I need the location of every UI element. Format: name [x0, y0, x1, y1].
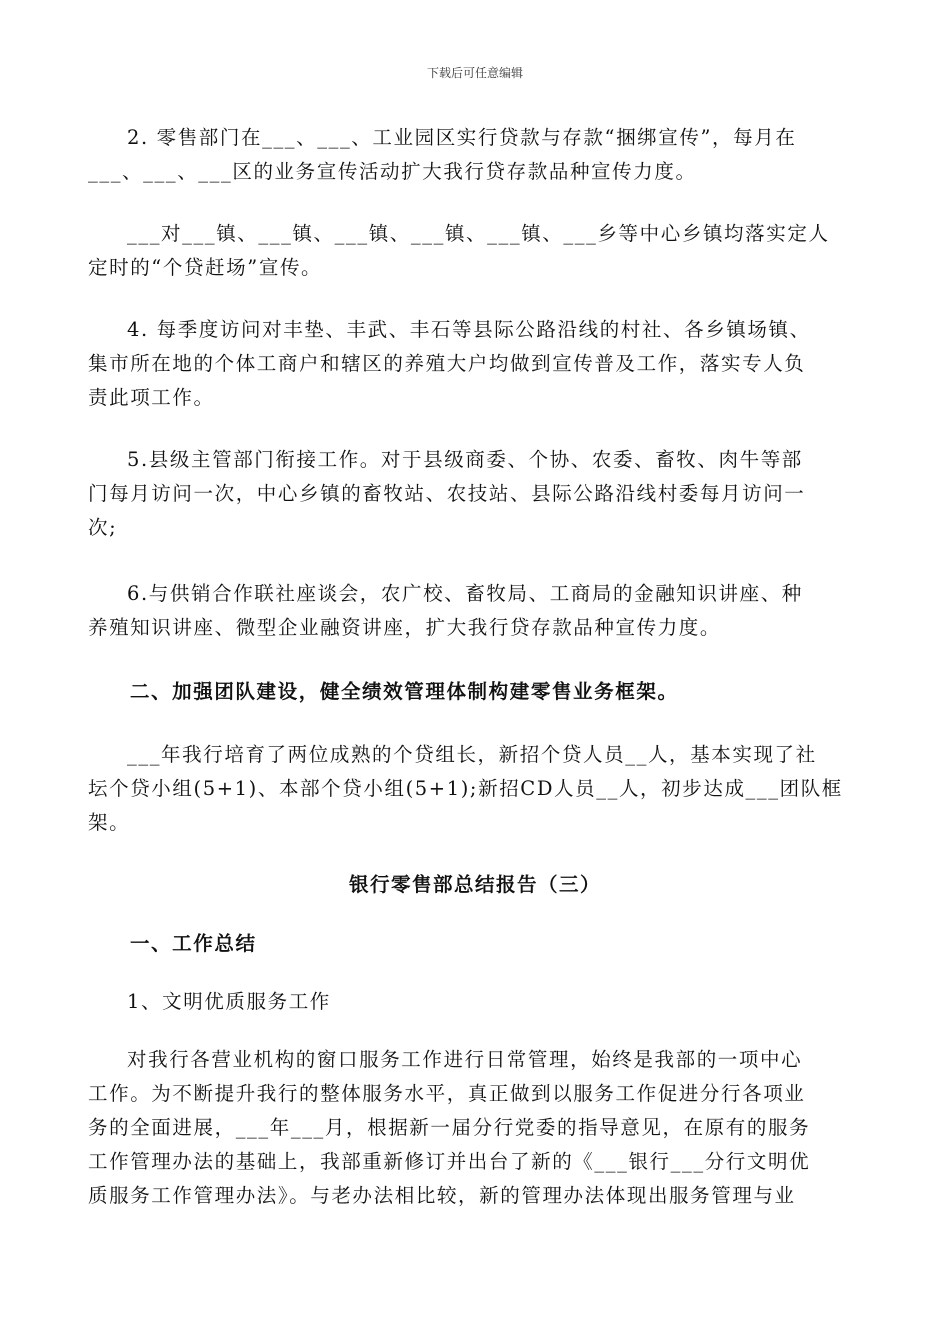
- text-line: 工作管理办法的基础上，我部重新修订并出台了新的《___银行___分行文明优: [88, 1150, 811, 1173]
- text-line: 次;: [88, 516, 118, 539]
- paragraph-4: [88, 313, 863, 415]
- paragraph-5: [88, 443, 863, 545]
- text-line: 定时的“个贷赶场”宣传。: [88, 256, 323, 279]
- text-line: 质服务工作管理办法》。与老办法相比较，新的管理办法体现出服务管理与业: [88, 1184, 796, 1207]
- heading-line: 一、工作总结: [88, 932, 257, 955]
- text-line: 坛个贷小组(5+1)、本部个贷小组(5+1);新招CD人员__人，初步达成___团队框: [88, 777, 843, 800]
- text-line: ___、___、___区的业务宣传活动扩大我行贷存款品种宣传力度。: [88, 160, 697, 183]
- text-line: 架。: [88, 811, 131, 834]
- page-header: 下载后可任意编辑: [426, 66, 523, 80]
- paragraph-service: [88, 1043, 863, 1213]
- text-line: 门每月访问一次，中心乡镇的畜牧站、农技站、县际公路沿线村委每月访问一: [88, 482, 806, 505]
- section-heading-work-summary: [88, 927, 863, 961]
- text-line: 2. 零售部门在___、___、工业园区实行贷款与存款“捆绑宣传”，每月在: [88, 126, 797, 149]
- text-line: 工作。为不断提升我行的整体服务水平，真正做到以服务工作促进分行各项业: [88, 1082, 806, 1105]
- text-line: 4. 每季度访问对丰垫、丰武、丰石等县际公路沿线的村社、各乡镇场镇、: [88, 318, 811, 341]
- text-line: ___对___镇、___镇、___镇、___镇、___镇、___乡等中心乡镇均落实定人: [88, 222, 830, 245]
- text-line: 养殖知识讲座、微型企业融资讲座，扩大我行贷存款品种宣传力度。: [88, 616, 722, 639]
- heading-line: 二、加强团队建设，健全绩效管理体制构建零售业务框架。: [88, 680, 679, 703]
- text-line: 5.县级主管部门衔接工作。对于县级商委、个协、农委、畜牧、肉牛等部: [88, 448, 803, 471]
- text-line: 对我行各营业机构的窗口服务工作进行日常管理，始终是我部的一项中心: [88, 1048, 803, 1071]
- paragraph-6: [88, 577, 863, 645]
- text-line: 集市所在地的个体工商户和辖区的养殖大户均做到宣传普及工作，落实专人负: [88, 352, 806, 375]
- subheading-service: [88, 985, 863, 1019]
- text-line: 责此项工作。: [88, 386, 215, 409]
- text-line: 6.与供销合作联社座谈会，农广校、畜牧局、工商局的金融知识讲座、种: [88, 582, 803, 605]
- text-line: 务的全面进展，___年___月，根据新一届分行党委的指导意见，在原有的服务: [88, 1116, 811, 1139]
- section-heading-team-building: [88, 675, 863, 709]
- report-title: 银行零售部总结报告（三）: [348, 873, 601, 896]
- text-line: ___年我行培育了两位成熟的个贷组长，新招个贷人员__人，基本实现了社: [88, 743, 817, 766]
- paragraph-2: [88, 121, 863, 189]
- text-line: 1、文明优质服务工作: [88, 990, 331, 1013]
- paragraph-team: [88, 738, 863, 840]
- paragraph-3: [88, 217, 863, 285]
